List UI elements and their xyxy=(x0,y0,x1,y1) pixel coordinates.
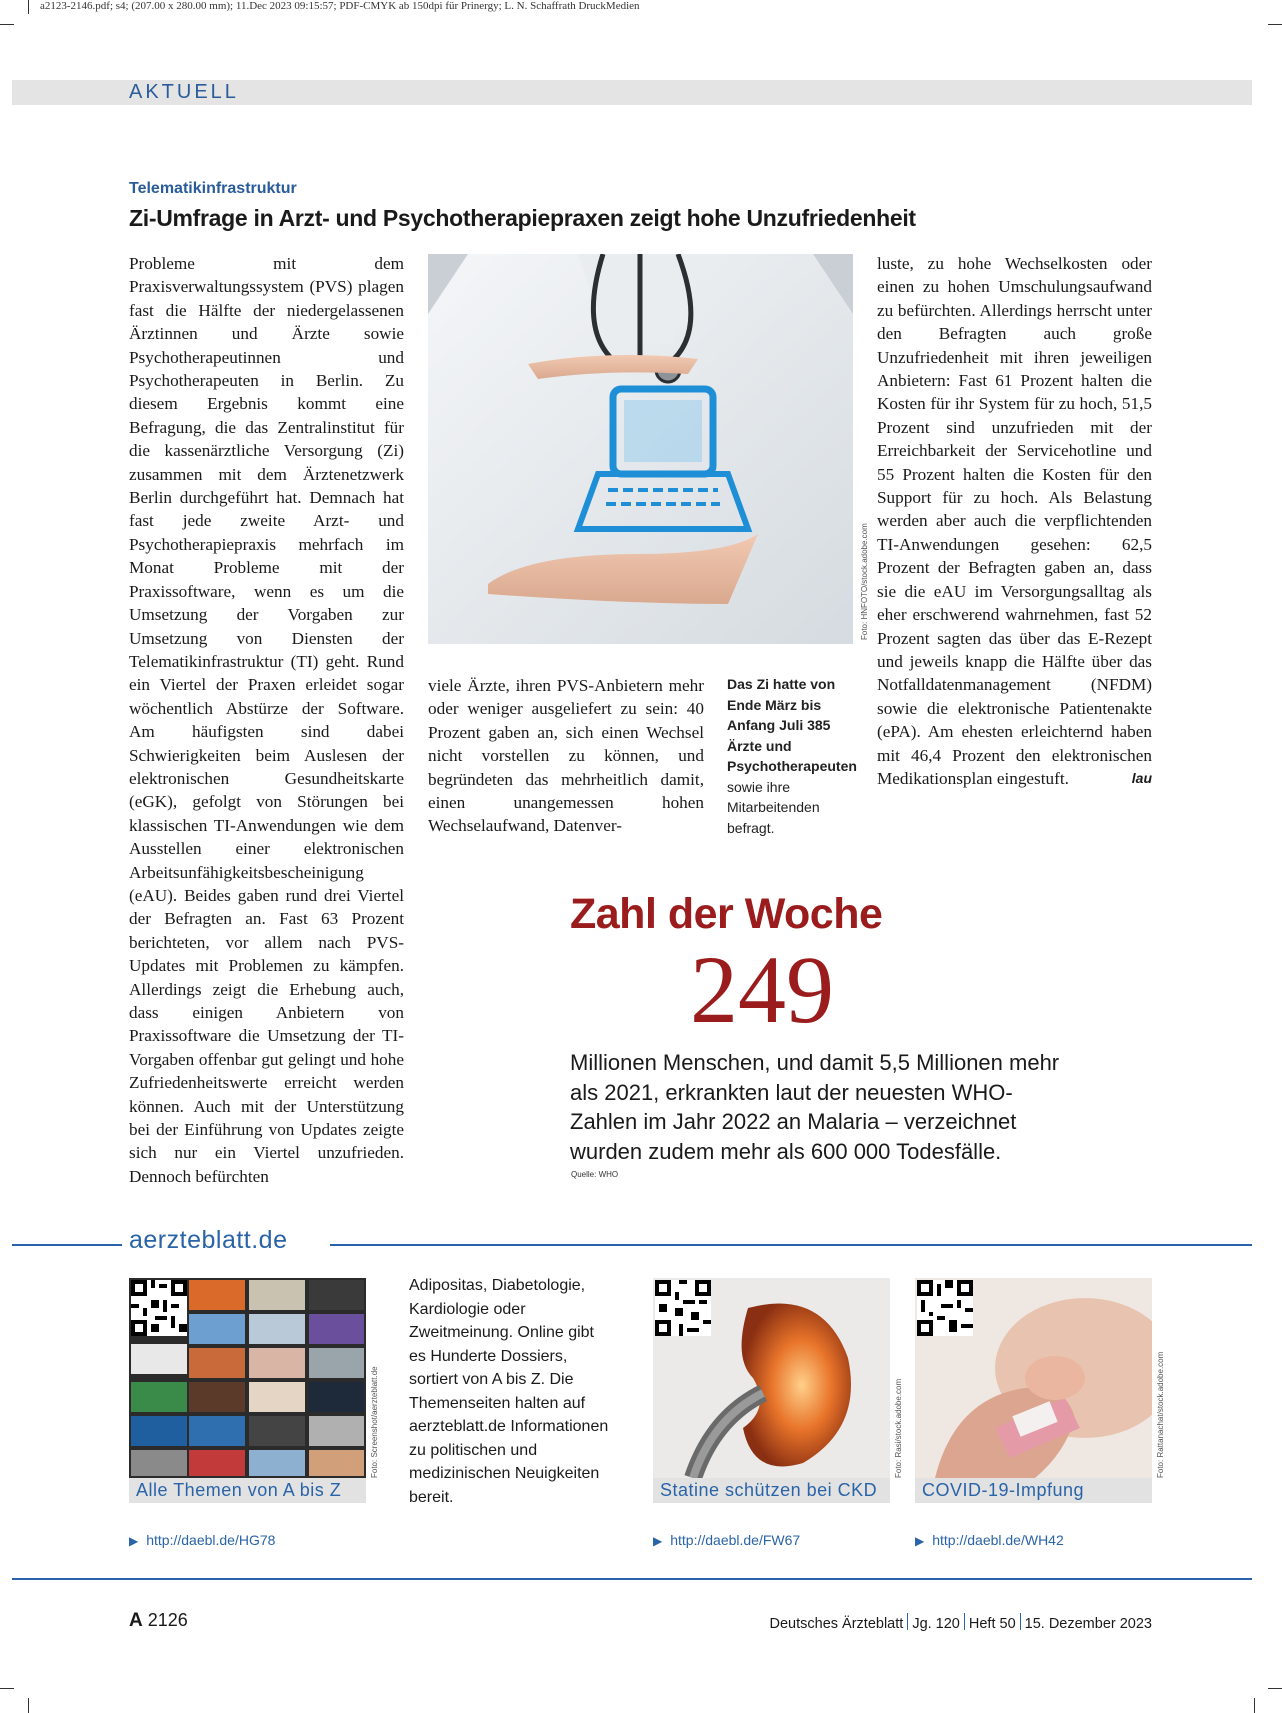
card-credit: Foto: Rattanachat/stock.adobe.com xyxy=(1156,1351,1165,1478)
zdw-number: 249 xyxy=(690,936,834,1043)
card-url[interactable]: http://daebl.de/WH42 xyxy=(932,1532,1064,1548)
column-3-text: luste, zu hohe Wechselkosten oder einen zu hohen Umschulungsaufwand zu befürchten. Allerdings herrscht unter den Befragten auch große Unzufriedenheit mit ihren jeweiligen Anbietern: Fast 61 Prozent halten die Kosten für ihr System für zu hoch, 51,5 Prozent sind unzufrieden mit der Erreichbarkeit der Servicehotline und 55 Prozent halten die Kosten für den Support für zu hoch. Als Belastung werden aber auch die verpflichtenden TI-Anwendungen gesehen: 62,5 Prozent der Befragten gaben an, dass sie die eAU im Versorgungsalltag als eher erschwerend wahrnehmen, fast 52 Prozent sagten das über das E-Rezept und jeweils knapp die Hälfte über das Notfalldatenmanagement (NFDM) sowie die elektronische Patientenakte (ePA). Am ehesten erleichternd haben mit 46,4 Prozent den elektronischen Medikationsplan eingestuft. xyxy=(877,254,1152,788)
article-kicker: Telematikinfrastruktur xyxy=(129,180,297,197)
themen-collage-image xyxy=(129,1278,366,1478)
separator xyxy=(1020,1613,1021,1630)
web-blurb: Adipositas, Diabetologie, Kardiologie oder Zweitmeinung. Online gibt es Hunderte Dossiers, sortiert von A bis Z. Die Themenseiten halten auf aerzteblatt.de Informationen zu politischen und medizinischen Neuigkeiten bereit. xyxy=(409,1277,609,1506)
section-rule xyxy=(12,1244,122,1246)
qr-code xyxy=(655,1280,711,1336)
caption-bold: Das Zi hatte von Ende März bis Anfang Juli 385 Ärzte und Psychotherapeuten xyxy=(727,676,857,774)
article-column-2: viele Ärzte, ihren PVS-Anbietern mehr oder weniger ausgeliefert zu sein: 40 Prozent gaben an, sich einen Wechsel nicht vorstellen zu können, und begründeten das mehrheitlich damit, einen unangemessen hohen Wechselaufwand, Datenver- xyxy=(428,676,704,836)
card-link[interactable] xyxy=(129,1532,275,1548)
web-section-title: aerzteblatt.de xyxy=(129,1226,288,1254)
zdw-source: Quelle: WHO xyxy=(571,1170,619,1179)
card-link[interactable] xyxy=(653,1532,800,1548)
footer-rule xyxy=(12,1578,1252,1580)
card-label[interactable]: Alle Themen von A bis Z xyxy=(129,1478,366,1503)
card-label[interactable]: Statine schützen bei CKD xyxy=(653,1478,890,1503)
journal-issue: Heft 50 xyxy=(968,1616,1016,1632)
qr-code xyxy=(917,1280,973,1336)
page-prefix: A xyxy=(129,1610,143,1631)
journal-name: Deutsches Ärzteblatt xyxy=(769,1616,904,1632)
journal-masthead xyxy=(740,1613,1152,1632)
qr-code xyxy=(131,1280,187,1336)
card-link[interactable] xyxy=(915,1532,1064,1548)
play-triangle-icon: ▶ xyxy=(653,1534,663,1548)
crop-mark xyxy=(0,24,14,25)
kidney-image xyxy=(653,1278,890,1478)
separator xyxy=(964,1613,965,1630)
print-slug: a2123-2146.pdf; s4; (207.00 x 280.00 mm); 11.Dec 2023 09:15:57; PDF-CMYK ab 150dpi für Prinergy; L. N. Schaffrath DruckMedien xyxy=(40,0,640,12)
section-rule xyxy=(330,1244,1252,1246)
separator xyxy=(907,1613,908,1630)
author-signature: lau xyxy=(1131,769,1152,786)
zdw-title: Zahl der Woche xyxy=(570,890,883,938)
crop-mark xyxy=(1268,24,1282,25)
card-url[interactable]: http://daebl.de/HG78 xyxy=(146,1532,276,1548)
article-photo xyxy=(428,254,853,644)
play-triangle-icon: ▶ xyxy=(129,1534,139,1548)
baby-hand-image xyxy=(915,1278,1152,1478)
article-column-1: Probleme mit dem Praxisverwaltungssystem (PVS) plagen fast die Hälfte der niedergelassenen Ärztinnen und Ärzte sowie Psychotherapeutinnen und Psychotherapeuten in Berlin. Zu diesem Ergebnis kommt eine Befragung, die das Zentralinstitut für die kassenärztliche Versorgung (Zi) zusammen mit dem Ärztenetzwerk Berlin durchgeführt hat. Demnach hat fast jede zweite Arzt- und Psychotherapiepraxis mehrfach im Monat Probleme mit der Praxissoftware, wenn es um die Umsetzung der Vorgaben zur Umsetzung von Diensten der Telematikinfrastruktur (TI) geht. Rund ein Viertel der Praxen erleidet sogar wöchentlich Abstürze der Software. Am häufigsten sind dabei Schwierigkeiten beim Auslesen der elektronischen Gesundheitskarte (eGK), gefolgt von Störungen bei klassischen TI-Anwendungen wie dem Ausstellen einer elektronischen Arbeitsunfähigkeitsbescheinigung (eAU). Beides gaben rund drei Viertel der Befragten an. Fast 63 Prozent berichteten, vor allem nach PVS-Updates mit Problemen zu kämpfen. Allerdings zeigt die Erhebung auch, dass einigen Anbietern von Praxissoftware die Umsetzung der TI-Vorgaben offenbar gut gelingt und hohe Zufriedenheitswerte erreicht werden können. Auch mit der Unterstützung bei der Einführung von Updates zeigte sich nur ein Viertel unzufrieden. Dennoch befürchten xyxy=(129,254,404,1186)
crop-mark xyxy=(28,1698,29,1713)
card-credit: Foto: Rasi/stock.adobe.com xyxy=(894,1378,903,1478)
article-headline: Zi-Umfrage in Arzt- und Psychotherapiepraxen zeigt hohe Unzufriedenheit xyxy=(129,205,916,231)
crop-mark xyxy=(1268,1688,1282,1689)
crop-mark xyxy=(28,0,29,14)
crop-mark xyxy=(1254,1698,1255,1713)
photo-credit: Foto: HNFOTO/stock.adobe.com xyxy=(860,523,869,640)
caption-text: sowie ihre Mitarbeitenden befragt. xyxy=(727,778,820,836)
card-url[interactable]: http://daebl.de/FW67 xyxy=(670,1532,801,1548)
crop-mark xyxy=(0,1688,14,1689)
card-label[interactable]: COVID-19-Impfung xyxy=(915,1478,1152,1503)
journal-date: 15. Dezember 2023 xyxy=(1024,1616,1152,1632)
journal-volume: Jg. 120 xyxy=(912,1616,960,1632)
page-folio xyxy=(129,1610,188,1632)
section-label: AKTUELL xyxy=(129,81,239,103)
play-triangle-icon: ▶ xyxy=(915,1534,925,1548)
page-number: 2126 xyxy=(147,1610,188,1630)
card-credit: Foto: Screenshot/aerzteblatt.de xyxy=(370,1366,379,1478)
article-column-3 xyxy=(877,252,1152,790)
zdw-text: Millionen Menschen, und damit 5,5 Millionen mehr als 2021, erkrankten laut der neuesten WHO-Zahlen im Jahr 2022 an Malaria – verzeichnet wurden zudem mehr als 600 000 Todesfälle. xyxy=(570,1050,1060,1164)
photo-caption xyxy=(727,674,862,838)
